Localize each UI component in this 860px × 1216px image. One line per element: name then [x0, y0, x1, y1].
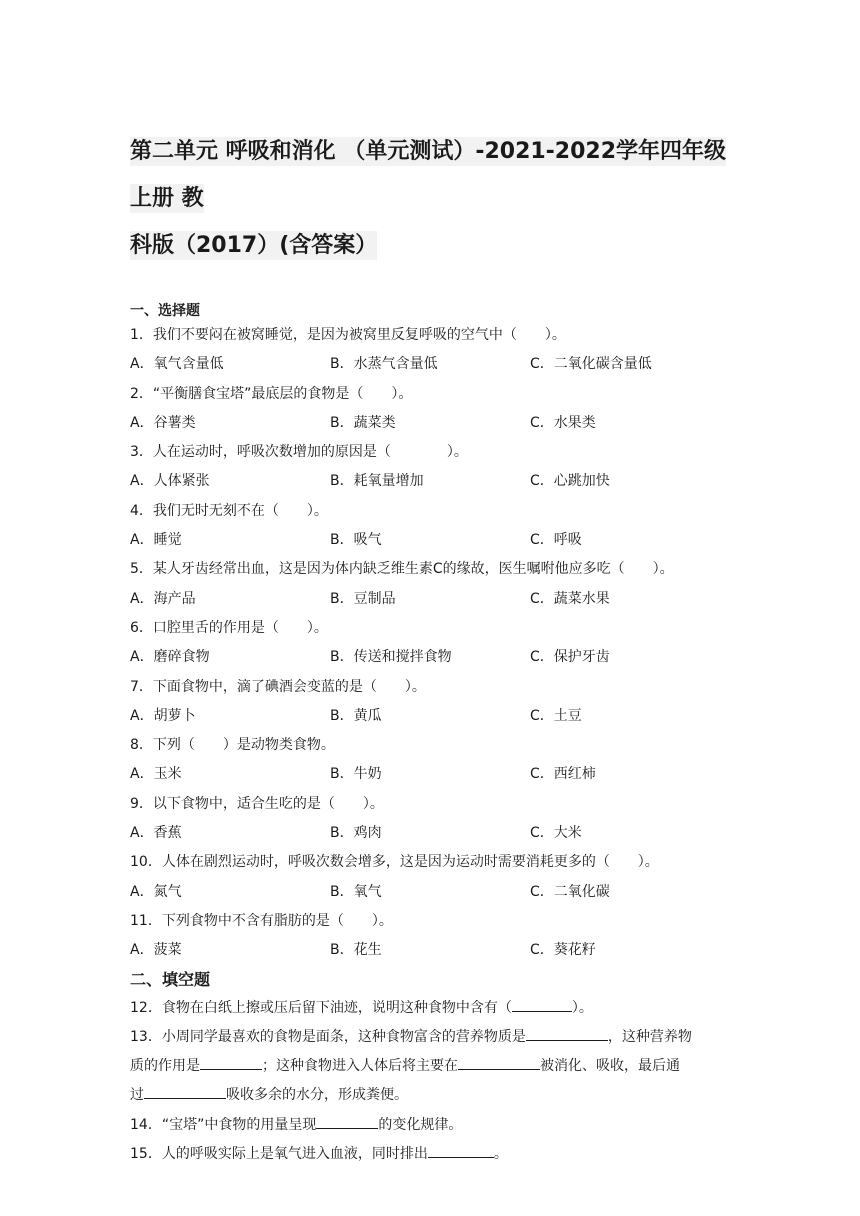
question-text: 14．“宝塔”中食物的用量呈现: [130, 1116, 317, 1133]
option-b: B．牛奶: [330, 766, 382, 783]
option-a: A．玉米: [130, 766, 182, 783]
option-a: A．磨碎食物: [130, 649, 210, 666]
option-b: B．蔬菜类: [330, 414, 396, 431]
fill-question-15: [130, 1140, 740, 1169]
question-text: 的变化规律。: [378, 1116, 463, 1133]
option-b: B．豆制品: [330, 590, 396, 607]
option-row: [130, 643, 740, 672]
question-text: 13．小周同学最喜欢的食物是面条，这种食物富含的营养物质是: [130, 1028, 526, 1045]
question-text: 10．人体在剧烈运动时，呼吸次数会增多，这是因为运动时需要消耗更多的（ ）。: [130, 854, 659, 871]
option-row: [130, 878, 740, 907]
option-row: [130, 819, 740, 848]
option-a: A．菠菜: [130, 942, 182, 959]
question-text: 质的作用是: [130, 1058, 200, 1075]
question-text: 11．下列食物中不含有脂肪的是（ ）。: [130, 912, 393, 929]
option-b: B．鸡肉: [330, 825, 382, 842]
option-b: B．传送和搅拌食物: [330, 649, 452, 666]
document-title: [130, 128, 740, 269]
question-text: ，这种营养物: [607, 1028, 692, 1045]
option-c: C．大米: [530, 825, 582, 842]
option-c: C．蔬菜水果: [530, 590, 610, 607]
option-c: C．二氧化碳: [530, 883, 610, 900]
option-c: C．西红柿: [530, 766, 596, 783]
option-a: A．睡觉: [130, 532, 182, 549]
question-text: 15．人的呼吸实际上是氧气进入血液，同时排出: [130, 1146, 428, 1163]
option-b: B．黄瓜: [330, 707, 382, 724]
option-c: C．心跳加快: [530, 473, 610, 490]
answer-blank[interactable]: [316, 1114, 378, 1129]
question-text: 1．我们不要闷在被窝睡觉，是因为被窝里反复呼吸的空气中（ ）。: [130, 327, 566, 343]
option-a: A．海产品: [130, 590, 196, 607]
answer-blank[interactable]: [428, 1143, 494, 1158]
option-row: [130, 760, 740, 789]
question-text: 3．人在运动时，呼吸次数增加的原因是（ ）。: [130, 444, 468, 461]
option-row: [130, 350, 740, 379]
question-text: 2．“平衡膳食宝塔”最底层的食物是（ ）。: [130, 385, 413, 402]
option-c: C．保护牙齿: [530, 649, 610, 666]
option-b: B．耗氧量增加: [330, 473, 424, 490]
question-text: 7．下面食物中，滴了碘酒会变蓝的是（ ）。: [130, 678, 426, 695]
option-row: [130, 467, 740, 496]
answer-blank[interactable]: [200, 1055, 262, 1070]
question-text: 吸收多余的水分，形成粪便。: [226, 1087, 408, 1104]
option-c: C．葵花籽: [530, 942, 596, 959]
answer-blank[interactable]: [526, 1026, 608, 1041]
option-c: C．二氧化碳含量低: [530, 356, 652, 373]
option-b: B．水蒸气含量低: [330, 356, 438, 373]
fill-question-12: [130, 994, 740, 1023]
option-row: [130, 526, 740, 555]
option-a: A．氧气含量低: [130, 356, 224, 373]
question-text: 被消化、吸收，最后通: [540, 1058, 680, 1075]
option-b: B．吸气: [330, 532, 382, 549]
section-heading-fill: 二、填空题: [130, 969, 211, 989]
question-text: ；这种食物进入人体后将主要在: [262, 1058, 458, 1075]
question-text: 8．下列（ ）是动物类食物。: [130, 737, 335, 754]
option-row: [130, 585, 740, 614]
option-c: C．水果类: [530, 414, 596, 431]
option-b: B．氧气: [330, 883, 382, 900]
question-text: ）。: [571, 999, 593, 1016]
title-line-1: 第二单元 呼吸和消化 （单元测试）-2021-2022学年四年级上册 教: [130, 139, 727, 211]
option-b: B．花生: [330, 942, 382, 959]
title-line-2: 科版（2017）(含答案）: [130, 233, 378, 258]
question-text: 5．某人牙齿经常出血，这是因为体内缺乏维生素C的缘故，医生嘱咐他应多吃（ ）。: [130, 561, 674, 578]
choice-question-list: [130, 321, 740, 966]
question-text: 12．食物在白纸上擦或压后留下油迹，说明这种食物中含有（: [130, 999, 512, 1016]
option-row: [130, 936, 740, 965]
question-text: 6．口腔里舌的作用是（ ）。: [130, 619, 328, 636]
option-c: C．土豆: [530, 707, 582, 724]
section-heading-choice: 一、选择题: [130, 303, 200, 319]
answer-blank[interactable]: [512, 997, 572, 1012]
question-text: 4．我们无时无刻不在（ ）。: [130, 502, 328, 519]
question-text: 9．以下食物中，适合生吃的是（ ）。: [130, 795, 384, 812]
answer-blank[interactable]: [458, 1055, 540, 1070]
option-a: A．人体紧张: [130, 473, 210, 490]
option-a: A．胡萝卜: [130, 707, 196, 724]
option-row: [130, 409, 740, 438]
fill-question-13: [130, 1023, 740, 1111]
fill-question-14: [130, 1111, 740, 1140]
answer-blank[interactable]: [144, 1084, 226, 1099]
option-c: C．呼吸: [530, 532, 582, 549]
document-page: [130, 128, 740, 1169]
question-text: 。: [493, 1146, 508, 1163]
option-row: [130, 702, 740, 731]
option-a: A．香蕉: [130, 825, 182, 842]
question-text: 过: [130, 1087, 144, 1104]
option-a: A．氮气: [130, 883, 182, 900]
option-a: A．谷薯类: [130, 414, 196, 431]
